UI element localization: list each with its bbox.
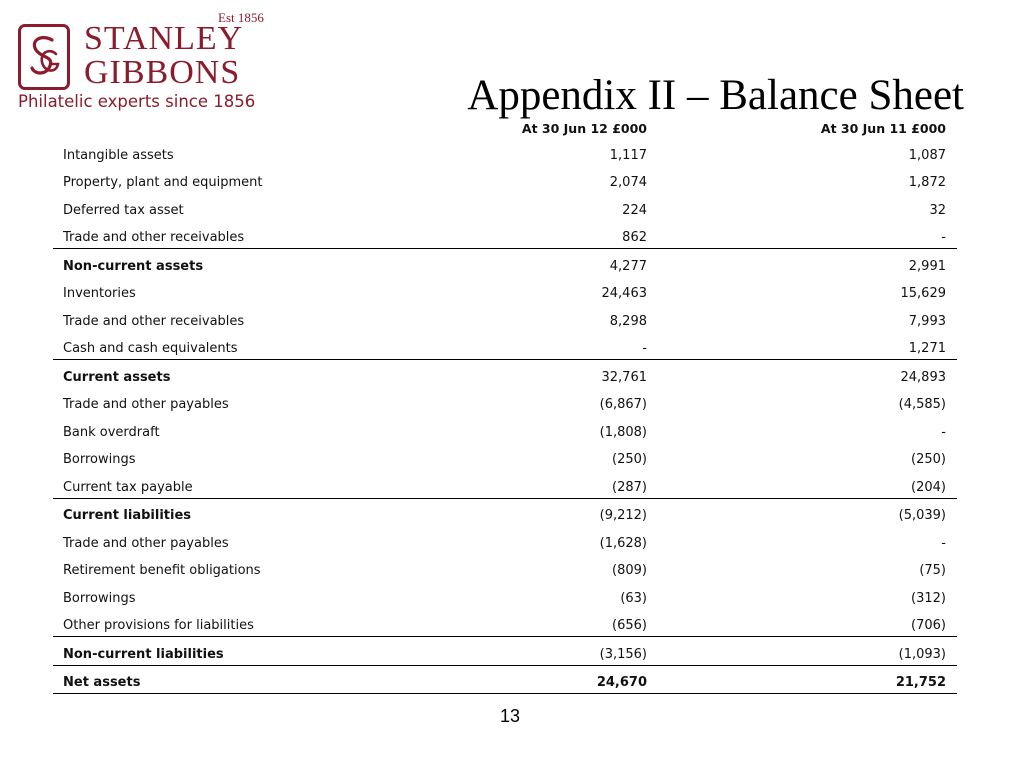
row-value-2012: 1,117 (609, 147, 647, 163)
row-value-2011: 15,629 (900, 286, 946, 301)
row-label: Inventories (63, 286, 136, 301)
logo-word-stanley: STANLEY (84, 20, 244, 57)
table-row (53, 332, 957, 361)
row-value-2012: (3,156) (599, 646, 647, 662)
table-row (53, 138, 957, 166)
row-value-2011: 1,087 (908, 147, 946, 163)
row-label: Property, plant and equipment (63, 175, 263, 190)
column-header-2012: At 30 Jun 12 £000 (521, 121, 647, 136)
row-value-2012: (6,867) (599, 397, 647, 412)
logo-word-gibbons: GIBBONS (84, 54, 241, 91)
table-row (53, 221, 957, 250)
row-label: Retirement benefit obligations (63, 563, 261, 578)
row-value-2011: 2,991 (908, 258, 946, 274)
row-value-2011: (312) (911, 590, 946, 606)
monogram-glyph (24, 30, 64, 84)
row-value-2011: (5,039) (898, 508, 946, 523)
row-value-2011: 7,993 (908, 313, 946, 329)
row-value-2012: 862 (622, 230, 647, 245)
row-label: Bank overdraft (63, 424, 160, 440)
table-row (53, 443, 957, 471)
table-row (53, 415, 957, 443)
row-value-2011: (706) (911, 618, 946, 633)
row-value-2012: 4,277 (609, 258, 647, 274)
table-header (53, 118, 957, 138)
row-value-2012: - (642, 341, 647, 356)
row-label: Net assets (63, 675, 141, 690)
row-value-2011: 1,872 (908, 175, 946, 190)
row-value-2012: (63) (620, 590, 647, 606)
row-value-2012: (287) (612, 479, 647, 495)
row-value-2012: (656) (612, 618, 647, 633)
table-row (53, 166, 957, 194)
row-value-2011: (4,585) (898, 397, 946, 412)
table-row (53, 388, 957, 416)
row-label: Other provisions for liabilities (63, 618, 254, 633)
table-row (53, 554, 957, 582)
row-value-2012: 32,761 (601, 369, 647, 385)
logo-tagline: Philatelic experts since 1856 (18, 92, 256, 111)
row-value-2011: (250) (911, 452, 946, 467)
row-label: Trade and other receivables (63, 313, 245, 329)
row-value-2012: (1,808) (599, 424, 647, 440)
row-label: Current assets (63, 369, 171, 385)
table-row (53, 249, 957, 277)
row-label: Borrowings (63, 590, 136, 606)
row-value-2012: 24,463 (601, 286, 647, 301)
row-value-2011: 24,893 (900, 369, 946, 385)
logo-est: Est 1856 (218, 10, 264, 25)
row-label: Intangible assets (63, 147, 174, 163)
row-value-2011: 21,752 (895, 675, 946, 690)
row-label: Current liabilities (63, 508, 192, 523)
column-header-2011: At 30 Jun 11 £000 (820, 121, 946, 136)
row-value-2012: (1,628) (599, 535, 647, 551)
table-row (53, 360, 957, 388)
page-number: 13 (500, 706, 521, 726)
sg-monogram-icon (18, 24, 70, 90)
table-row (53, 304, 957, 332)
row-value-2011: (204) (911, 479, 946, 495)
row-value-2011: - (941, 535, 946, 551)
row-value-2012: 8,298 (609, 313, 647, 329)
row-label: Non-current assets (63, 258, 204, 274)
row-value-2012: 2,074 (609, 175, 647, 190)
row-label: Trade and other payables (63, 397, 229, 412)
table-row (53, 637, 957, 666)
row-value-2012: (250) (612, 452, 647, 467)
table-row (53, 609, 957, 638)
row-value-2012: 224 (622, 202, 647, 218)
row-label: Trade and other payables (63, 535, 229, 551)
row-value-2011: 1,271 (908, 341, 946, 356)
table-body (53, 138, 957, 694)
company-logo (14, 10, 264, 115)
table-row (53, 666, 957, 695)
row-value-2011: (1,093) (898, 646, 946, 662)
table-row (53, 470, 957, 499)
row-label: Deferred tax asset (63, 202, 184, 218)
balance-sheet-table (53, 118, 957, 694)
row-label: Cash and cash equivalents (63, 341, 238, 356)
row-label: Current tax payable (63, 479, 193, 495)
row-label: Non-current liabilities (63, 646, 224, 662)
row-label: Borrowings (63, 452, 136, 467)
table-row (53, 526, 957, 554)
row-value-2011: - (941, 230, 946, 245)
page-title: Appendix II – Balance Sheet (467, 72, 964, 119)
table-row (53, 581, 957, 609)
row-value-2011: (75) (919, 563, 946, 578)
row-value-2012: 24,670 (596, 675, 647, 690)
row-value-2011: 32 (929, 202, 946, 218)
table-row (53, 277, 957, 305)
row-label: Trade and other receivables (63, 230, 245, 245)
row-value-2012: (809) (612, 563, 647, 578)
row-value-2012: (9,212) (599, 508, 647, 523)
table-row (53, 193, 957, 221)
row-value-2011: - (941, 424, 946, 440)
table-row (53, 499, 957, 527)
